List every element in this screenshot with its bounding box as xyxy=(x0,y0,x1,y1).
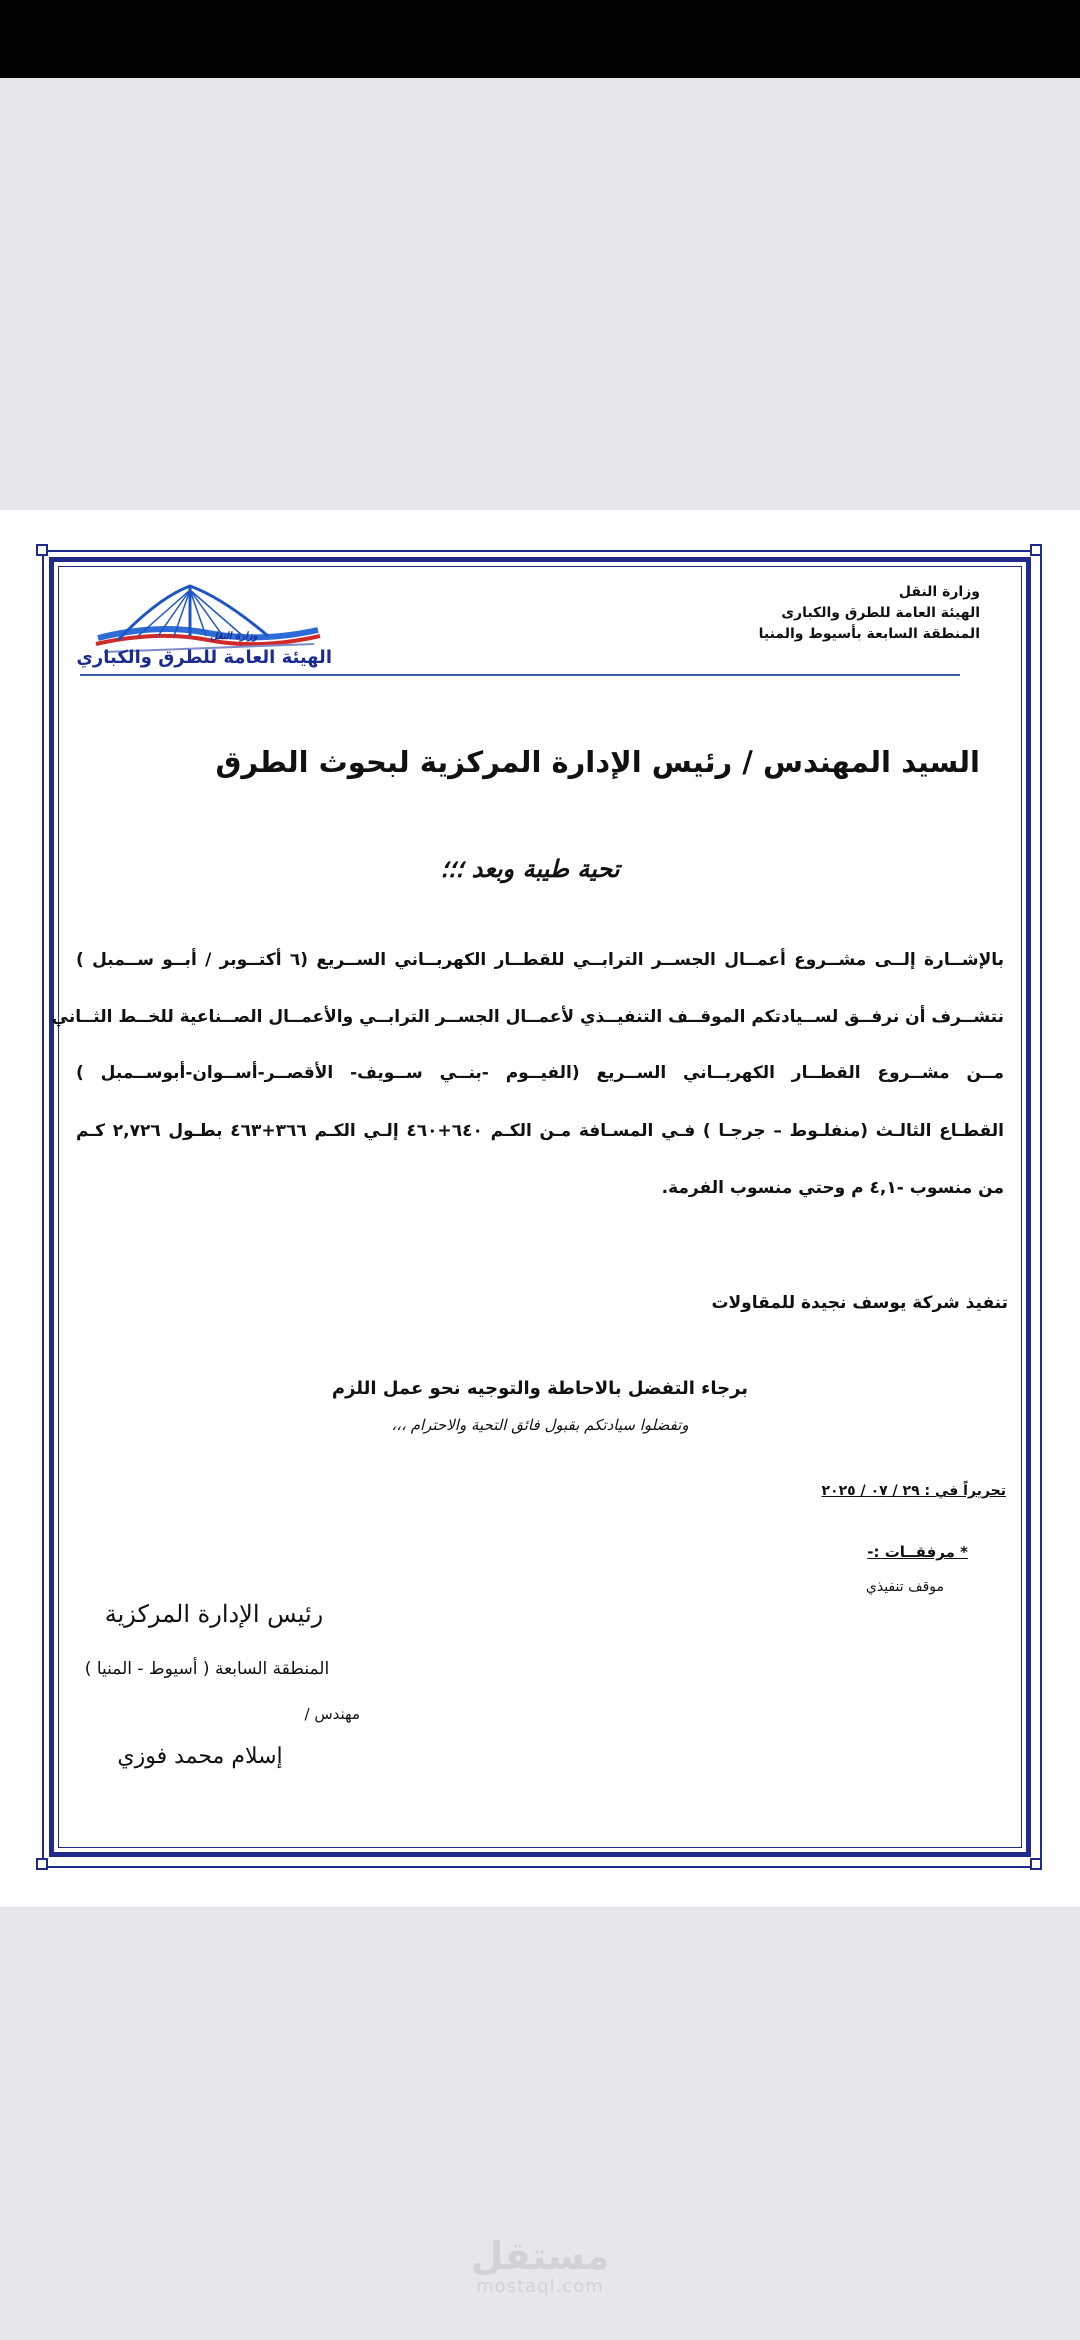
watermark-arabic: مستقل xyxy=(470,2234,610,2278)
body-line-5: من منسوب -٤,١ م وحتي منسوب الفرمة. xyxy=(661,1178,1004,1198)
body-line-3: مــن مشــروع القطــار الكهربــاني الســريع (الفيــوم -بنــي ســويف- الأقصــر-أســوان-أبوســمبل ) xyxy=(76,1063,1004,1083)
viewer-background-top xyxy=(0,78,1080,510)
body-line-1: بالإشــارة إلــى مشــروع أعمــال الجســر الترابــي للقطــار الكهربــاني الســريع (٦ أكتــوبر / أبــو ســمبل ) xyxy=(76,950,1004,970)
greeting: تحية طيبة وبعد ؛؛؛ xyxy=(440,855,620,883)
logo-ministry-text: وزارة النقل xyxy=(210,631,258,642)
signature-engineer-label: مهندس / xyxy=(304,1705,360,1723)
signature-region: المنطقة السابعة ( أسيوط - المنيا ) xyxy=(84,1659,330,1679)
signature-title: رئيس الإدارة المركزية xyxy=(104,1600,324,1628)
letterhead xyxy=(759,582,980,645)
border-corner-top-right xyxy=(1030,544,1042,556)
watermark-latin: mostaql.com xyxy=(476,2276,604,2297)
border-corner-top-left xyxy=(36,544,48,556)
border-corner-bottom-right xyxy=(1030,1858,1042,1870)
letterhead-authority: الهيئة العامة للطرق والكبارى xyxy=(781,605,980,621)
attachment-item: موقف تنفيذي xyxy=(865,1579,944,1595)
addressee: السيد المهندس / رئيس الإدارة المركزية لبحوث الطرق xyxy=(215,745,980,779)
logo-text: الهيئة العامة للطرق والكباري xyxy=(76,647,332,668)
status-bar xyxy=(0,0,1080,78)
request-line: برجاء التفضل بالاحاطة والتوجيه نحو عمل اللزم xyxy=(331,1378,749,1399)
letterhead-region: المنطقة السابعة بأسيوط والمنيا xyxy=(758,626,980,642)
contractor-line: تنفيذ شركة يوسف نجيدة للمقاولات xyxy=(711,1293,1008,1313)
body-line-4: القطـاع الثالـث (منفلـوط – جرجـا ) فـي المسـافة مـن الكـم ٦٤٠+٤٦٠ إلـي الكـم ٣٦٦+٤٦٣ بطـول ٢,٧٢٦ كـم xyxy=(76,1121,1004,1141)
attachments-label: * مرفقــات :- xyxy=(867,1543,968,1561)
header-divider xyxy=(80,674,960,676)
letterhead-ministry: وزارة النقل xyxy=(898,584,980,600)
signature-name: إسلام محمد فوزي xyxy=(117,1744,283,1769)
watermark xyxy=(420,2236,660,2297)
closing-line: وتفضلوا سيادتكم بقبول فائق التحية والاحترام ،،، xyxy=(391,1416,689,1434)
date-line: تحريراً في : ٢٩ / ٠٧ / ٢٠٢٥ xyxy=(821,1483,1006,1499)
border-corner-bottom-left xyxy=(36,1858,48,1870)
body-line-2: نتشــرف أن نرفــق لســيادتكم الموقــف التنفيــذي لأعمــال الجســر الترابــي والأعمــال الصــناعية للخــط الثــاني xyxy=(51,1007,1004,1027)
